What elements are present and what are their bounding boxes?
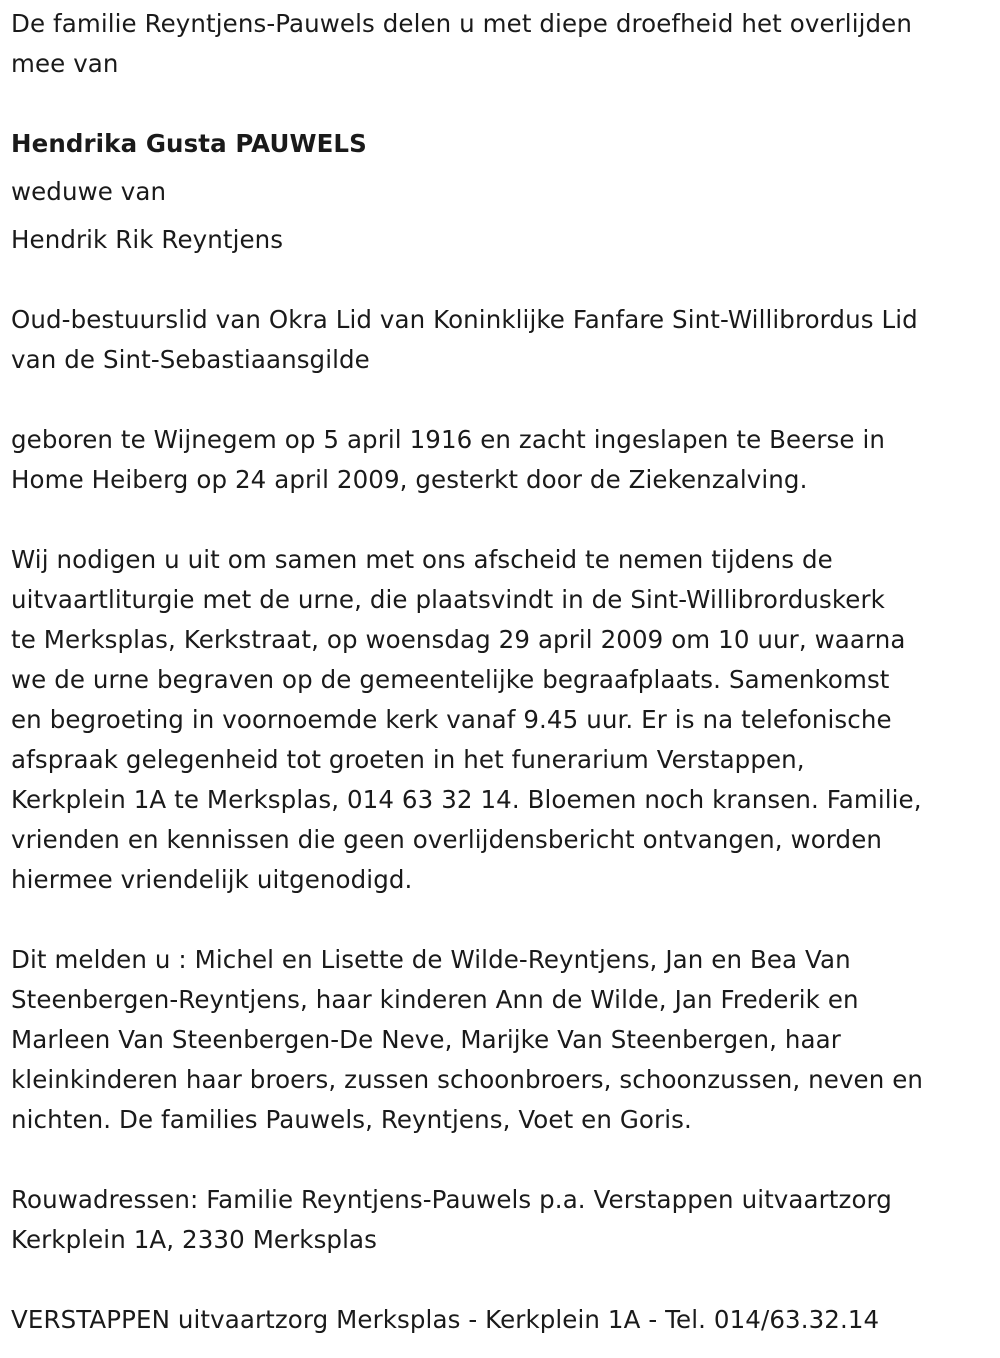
birth-death-paragraph <box>11 420 991 500</box>
ceremony-line: hiermee vriendelijk uitgenodigd. <box>11 865 413 894</box>
ceremony-line: te Merksplas, Kerkstraat, op woensdag 29 april 2009 om 10 uur, waarna <box>11 625 906 654</box>
ceremony-line: vrienden en kennissen die geen overlijdensbericht ontvangen, worden <box>11 825 882 854</box>
intro-paragraph <box>11 4 991 84</box>
family-line: Steenbergen-Reyntjens, haar kinderen Ann de Wilde, Jan Frederik en <box>11 985 859 1014</box>
memberships-paragraph <box>11 300 991 380</box>
ceremony-line: Kerkplein 1A te Merksplas, 014 63 32 14. Bloemen noch kransen. Familie, <box>11 785 922 814</box>
address-line: Rouwadressen: Familie Reyntjens-Pauwels p.a. Verstappen uitvaartzorg <box>11 1185 892 1214</box>
ceremony-line: en begroeting in voornoemde kerk vanaf 9.45 uur. Er is na telefonische <box>11 705 892 734</box>
birth-death-line: geboren te Wijnegem op 5 april 1916 en zacht ingeslapen te Beerse in <box>11 425 886 454</box>
memberships-line: van de Sint-Sebastiaansgilde <box>11 345 370 374</box>
family-line: Dit melden u : Michel en Lisette de Wilde-Reyntjens, Jan en Bea Van <box>11 945 851 974</box>
family-line: Marleen Van Steenbergen-De Neve, Marijke Van Steenbergen, haar <box>11 1025 841 1054</box>
address-paragraph <box>11 1180 991 1260</box>
ceremony-line: afspraak gelegenheid tot groeten in het funerarium Verstappen, <box>11 745 805 774</box>
deceased-name: Hendrika Gusta PAUWELS <box>11 129 367 158</box>
family-line: nichten. De families Pauwels, Reyntjens, Voet en Goris. <box>11 1105 692 1134</box>
ceremony-line: Wij nodigen u uit om samen met ons afscheid te nemen tijdens de <box>11 545 833 574</box>
funeral-home-footer: VERSTAPPEN uitvaartzorg Merksplas - Kerkplein 1A - Tel. 014/63.32.14 <box>11 1305 880 1334</box>
memberships-line: Oud-bestuurslid van Okra Lid van Koninklijke Fanfare Sint-Willibrordus Lid <box>11 305 918 334</box>
obituary-notice <box>11 4 991 1340</box>
birth-death-line: Home Heiberg op 24 april 2009, gesterkt door de Ziekenzalving. <box>11 465 808 494</box>
intro-line: De familie Reyntjens-Pauwels delen u met diepe droefheid het overlijden <box>11 9 912 38</box>
family-line: kleinkinderen haar broers, zussen schoonbroers, schoonzussen, neven en <box>11 1065 924 1094</box>
intro-line: mee van <box>11 49 119 78</box>
ceremony-line: uitvaartliturgie met de urne, die plaatsvindt in de Sint-Willibrorduskerk <box>11 585 885 614</box>
widow-status: weduwe van <box>11 177 167 206</box>
ceremony-paragraph <box>11 540 991 900</box>
address-line: Kerkplein 1A, 2330 Merksplas <box>11 1225 377 1254</box>
family-paragraph <box>11 940 991 1140</box>
spouse-name: Hendrik Rik Reyntjens <box>11 225 284 254</box>
ceremony-line: we de urne begraven op de gemeentelijke begraafplaats. Samenkomst <box>11 665 890 694</box>
